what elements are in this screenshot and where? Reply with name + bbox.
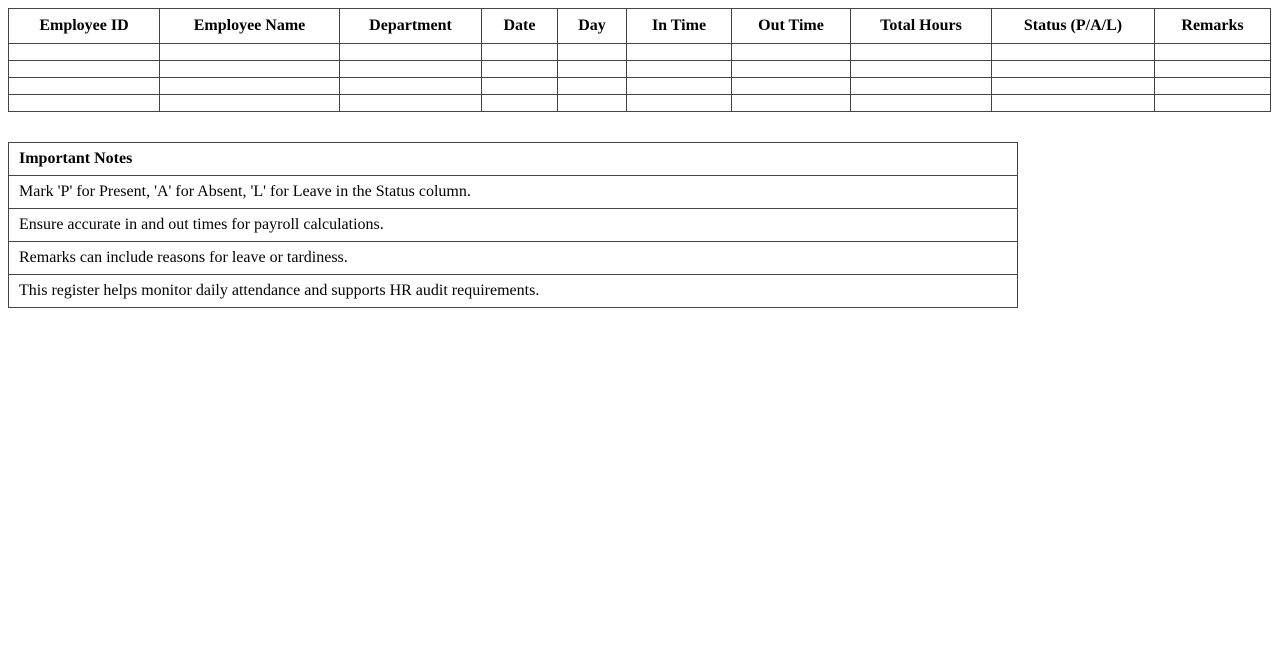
table-cell[interactable] bbox=[9, 95, 160, 112]
table-cell[interactable] bbox=[9, 78, 160, 95]
table-row bbox=[9, 95, 1271, 112]
table-cell[interactable] bbox=[1155, 95, 1271, 112]
col-employee-id: Employee ID bbox=[9, 9, 160, 44]
table-row bbox=[9, 44, 1271, 61]
col-in-time: In Time bbox=[627, 9, 732, 44]
attendance-table bbox=[8, 8, 1271, 112]
table-cell[interactable] bbox=[732, 95, 851, 112]
table-cell[interactable] bbox=[851, 44, 992, 61]
col-department: Department bbox=[340, 9, 482, 44]
important-notes-table bbox=[8, 142, 1018, 308]
header-row bbox=[9, 9, 1271, 44]
col-remarks: Remarks bbox=[1155, 9, 1271, 44]
table-cell[interactable] bbox=[9, 61, 160, 78]
table-cell[interactable] bbox=[851, 78, 992, 95]
table-cell[interactable] bbox=[992, 61, 1155, 78]
table-cell[interactable] bbox=[558, 61, 627, 78]
table-cell[interactable] bbox=[160, 44, 340, 61]
table-cell[interactable] bbox=[627, 44, 732, 61]
note-item: Remarks can include reasons for leave or tardiness. bbox=[9, 242, 1018, 275]
table-cell[interactable] bbox=[1155, 44, 1271, 61]
table-cell[interactable] bbox=[340, 78, 482, 95]
table-cell[interactable] bbox=[482, 61, 558, 78]
note-item: Ensure accurate in and out times for payroll calculations. bbox=[9, 209, 1018, 242]
table-row bbox=[9, 78, 1271, 95]
table-cell[interactable] bbox=[732, 61, 851, 78]
col-out-time: Out Time bbox=[732, 9, 851, 44]
table-cell[interactable] bbox=[992, 95, 1155, 112]
table-cell[interactable] bbox=[482, 78, 558, 95]
col-employee-name: Employee Name bbox=[160, 9, 340, 44]
table-cell[interactable] bbox=[627, 61, 732, 78]
table-cell[interactable] bbox=[1155, 61, 1271, 78]
table-cell[interactable] bbox=[558, 78, 627, 95]
table-cell[interactable] bbox=[340, 44, 482, 61]
table-cell[interactable] bbox=[992, 78, 1155, 95]
table-cell[interactable] bbox=[627, 95, 732, 112]
table-cell[interactable] bbox=[160, 78, 340, 95]
table-cell[interactable] bbox=[482, 44, 558, 61]
col-status: Status (P/A/L) bbox=[992, 9, 1155, 44]
table-cell[interactable] bbox=[992, 44, 1155, 61]
col-date: Date bbox=[482, 9, 558, 44]
notes-title: Important Notes bbox=[9, 143, 1018, 176]
table-cell[interactable] bbox=[9, 44, 160, 61]
note-item: Mark 'P' for Present, 'A' for Absent, 'L' for Leave in the Status column. bbox=[9, 176, 1018, 209]
table-cell[interactable] bbox=[340, 61, 482, 78]
table-cell[interactable] bbox=[732, 78, 851, 95]
table-cell[interactable] bbox=[851, 95, 992, 112]
col-total-hours: Total Hours bbox=[851, 9, 992, 44]
table-cell[interactable] bbox=[558, 44, 627, 61]
table-cell[interactable] bbox=[340, 95, 482, 112]
table-row bbox=[9, 61, 1271, 78]
table-cell[interactable] bbox=[558, 95, 627, 112]
table-cell[interactable] bbox=[1155, 78, 1271, 95]
table-cell[interactable] bbox=[482, 95, 558, 112]
table-cell[interactable] bbox=[160, 95, 340, 112]
table-cell[interactable] bbox=[160, 61, 340, 78]
table-cell[interactable] bbox=[732, 44, 851, 61]
col-day: Day bbox=[558, 9, 627, 44]
table-cell[interactable] bbox=[627, 78, 732, 95]
table-cell[interactable] bbox=[851, 61, 992, 78]
note-item: This register helps monitor daily attendance and supports HR audit requirements. bbox=[9, 275, 1018, 308]
